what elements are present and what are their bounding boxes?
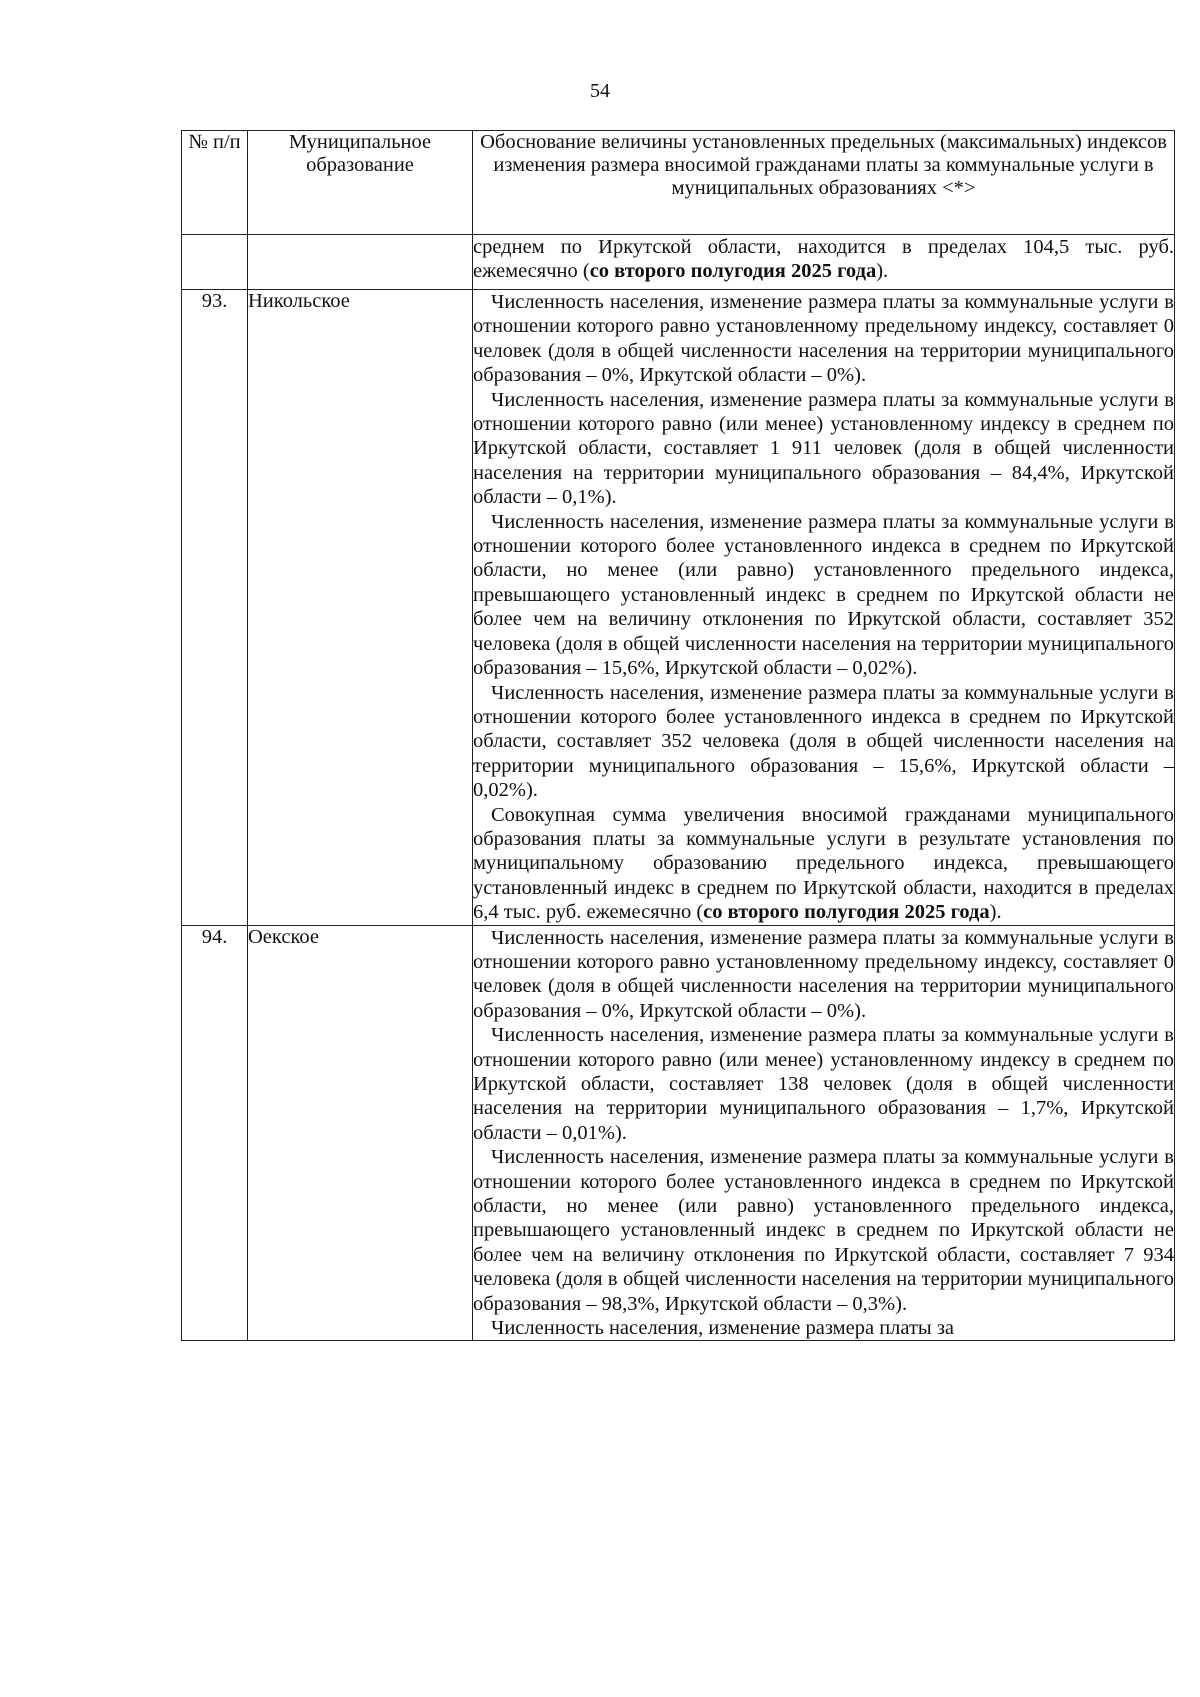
paragraph: Численность населения, изменение размера платы за коммунальные услуги в отношении которого более установленного индекса в среднем по Иркутской области, но менее (или равно) установленного предельного индекса, превышающего установленный индекс в среднем по Иркутской области не более чем на величину отклонения по Иркутской области, составляет 352 человека (доля в общей численности населения на территории муниципального образования – 15,6%, Иркутской области – 0,02%). <box>473 510 1174 680</box>
table-header-row <box>182 131 1175 235</box>
row-number: 94. <box>182 925 248 1341</box>
index-justification-table <box>181 130 1175 1341</box>
paragraph: Численность населения, изменение размера платы за коммунальные услуги в отношении которого более установленного индекса в среднем по Иркутской области, составляет 352 человека (доля в общей численности населения на территории муниципального образования – 15,6%, Иркутской области – 0,02%). <box>473 681 1174 802</box>
cell-justification <box>473 235 1175 290</box>
period-bold: со второго полугодия 2025 года <box>703 901 990 924</box>
paragraph: Численность населения, изменение размера платы за коммунальные услуги в отношении которого равно (или менее) установленному индексу в среднем по Иркутской области, составляет 1 911 человек (доля в общей численности населения на территории муниципального образования – 84,4%, Иркутской области – 0,1%). <box>473 388 1174 509</box>
paragraph: Численность населения, изменение размера платы за коммунальные услуги в отношении которого равно установленному предельному индексу, составляет 0 человек (доля в общей численности населения на территории муниципального образования – 0%, Иркутской области – 0%). <box>473 291 1174 387</box>
cell-justification <box>473 290 1175 926</box>
municipality-name: Никольское <box>248 290 473 926</box>
paragraph: Численность населения, изменение размера платы за коммунальные услуги в отношении которого равно (или менее) установленному индексу в среднем по Иркутской области, составляет 138 человек (доля в общей численности населения на территории муниципального образования – 1,7%, Иркутской области – 0,01%). <box>473 1024 1174 1144</box>
page-number: 54 <box>590 80 610 102</box>
cell-name-empty <box>248 235 473 290</box>
continuation-text: среднем по Иркутской области, находится в пределах 104,5 тыс. руб. ежемесячно (со второго полугодия 2025 года). <box>473 236 1174 283</box>
row-number: 93. <box>182 290 248 926</box>
cell-justification <box>473 925 1175 1341</box>
paragraph: Совокупная сумма увеличения вносимой гражданами муниципального образования платы за коммунальные услуги в результате установления по муниципальному образованию предельного индекса, превышающего установленный индекс в среднем по Иркутской области, находится в пределах 6,4 тыс. руб. ежемесячно (со второго полугодия 2025 года). <box>473 803 1174 924</box>
paragraph: Численность населения, изменение размера платы за <box>491 1317 955 1340</box>
paragraph: Численность населения, изменение размера платы за коммунальные услуги в отношении которого более установленного индекса в среднем по Иркутской области, но менее (или равно) установленного предельного индекса, превышающего установленный индекс в среднем по Иркутской области не более чем на величину отклонения по Иркутской области, составляет 7 934 человека (доля в общей численности населения на территории муниципального образования – 98,3%, Иркутской области – 0,3%). <box>473 1146 1174 1315</box>
period-bold: со второго полугодия 2025 года <box>589 260 877 283</box>
table-row <box>182 235 1175 290</box>
table-row <box>182 290 1175 926</box>
header-municipality: Муниципальное образование <box>248 131 473 235</box>
header-number: № п/п <box>182 131 248 235</box>
table-row <box>182 925 1175 1341</box>
paragraph: Численность населения, изменение размера платы за коммунальные услуги в отношении которого равно установленному предельному индексу, составляет 0 человек (доля в общей численности населения на территории муниципального образования – 0%, Иркутской области – 0%). <box>473 926 1174 1022</box>
cell-number-empty <box>182 235 248 290</box>
municipality-name: Оекское <box>248 925 473 1341</box>
header-justification: Обоснование величины установленных предельных (максимальных) индексов изменения размера вносимой гражданами платы за коммунальные услуги в муниципальных образованиях <*> <box>473 131 1175 235</box>
